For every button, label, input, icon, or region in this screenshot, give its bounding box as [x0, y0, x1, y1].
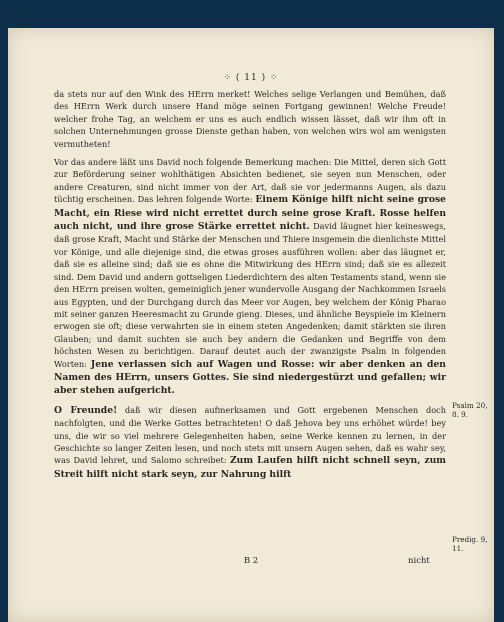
quote-psalm-20: Jene verlassen sich auf Wagen und Rosse: wir aber denken an den Namen des HErrn, unsers Gottes. Sie sind niedergestürzt und gefallen; wir aber stehen aufgericht.	[54, 358, 446, 397]
page-header: ⁘ ( 11 ) ⁘	[223, 73, 279, 83]
book-page	[8, 28, 494, 622]
body-text	[54, 88, 446, 487]
quote-psalm-33: Einem Könige hilft nicht seine grose Macht, ein Riese wird nicht errettet durch seine grose Kraft. Rosse helfen auch nicht, und ihre grose Stärke errettet nicht.	[54, 194, 446, 233]
paragraph-2	[54, 156, 446, 398]
paragraph-2-intro: Vor das andere läßt uns David noch folgende Bemerkung machen: Die Mittel, deren sich Gott zur Beförderung seiner wohlthätigen Absichten bedienet, sie seyen nun Menschen, oder andere Creaturen, sind nicht immer von der Art, daß sie vor jedermanns Augen, als dazu tüchtig erscheinen. Das lehren folgende Worte:	[54, 157, 446, 205]
margin-note-predig: Predig. 9, 11.	[452, 535, 488, 553]
paragraph-1: da stets nur auf den Wink des HErrn merket! Welches selige Verlangen und Bemühen, daß des HErrn Werk durch unsere Hand möge seinen Fortgang gewinnen! Welche Freude! welcher frohe Tag, an welchem er uns es auch endlich wissen lässet, daß wir ihm oft in solchen Unternehmungen grosse Dienste gethan haben, von welchen wirs wol am wenigsten vermutheten!	[54, 89, 446, 149]
paragraph-2-body: David läugnet hier keineswegs, daß grose Kraft, Macht und Stärke der Menschen und Thiere insgemein die dienlichste Mittel vor Könige, und alle diejenige sind, die etwas groses ausführen wollen: aber das läugnet er, daß sie es alleine sind; daß sie es ohne die Mitwirkung des HErrn sind; daß sie es allezeit sind. Dem David und andern gottseligen Liederdichtern des alten Testaments stand, wenn sie den HErrn preisen wolten, gemeiniglich jener wundervolle Ausgang der Nachkommen Israels aus Egypten, und der Durchgang durch das Meer vor Augen, bey welchem der König Pharao mit seiner ganzen Heeresmacht zu Grunde gieng. Dieses, und ähnliche Beyspiele im Kleinern erwogen sie oft; diese verwahrten sie in einem steten Angedenken; damit stärkten sie ihren Glauben; und damit suchten sie auch bey andern die Gedanken und Begriffe von dem höchsten Wesen zu berichtigen. Darauf deutet auch der zwanzigste Psalm in folgenden Worten:	[54, 221, 446, 369]
exclamation: O Freunde!	[54, 404, 118, 416]
margin-note-psalm: Psalm 20, 8. 9.	[452, 401, 488, 419]
paragraph-3	[54, 404, 446, 481]
signature-mark: B 2	[243, 556, 259, 566]
catchword: nicht	[408, 556, 430, 566]
paragraph-3-body: daß wir diesen aufmerksamen und Gott ergebenen Menschen doch nachfolgten, und die Werke Gottes betrachteten! O daß Jehova bey uns erhöhet würde! bey uns, die wir so viel mehrere Gelegenheiten haben, seine Werke kennen zu lernen, in der Geschichte so langer Zeiten lesen, und noch stets mit unsern Augen sehen, daß es wahr sey, was David lehret, und Salomo schreibet:	[54, 404, 446, 466]
quote-ecclesiastes: Zum Laufen hilft nicht schnell seyn, zum Streit hilft nicht stark seyn, zur Nahrung hilft	[54, 455, 447, 480]
